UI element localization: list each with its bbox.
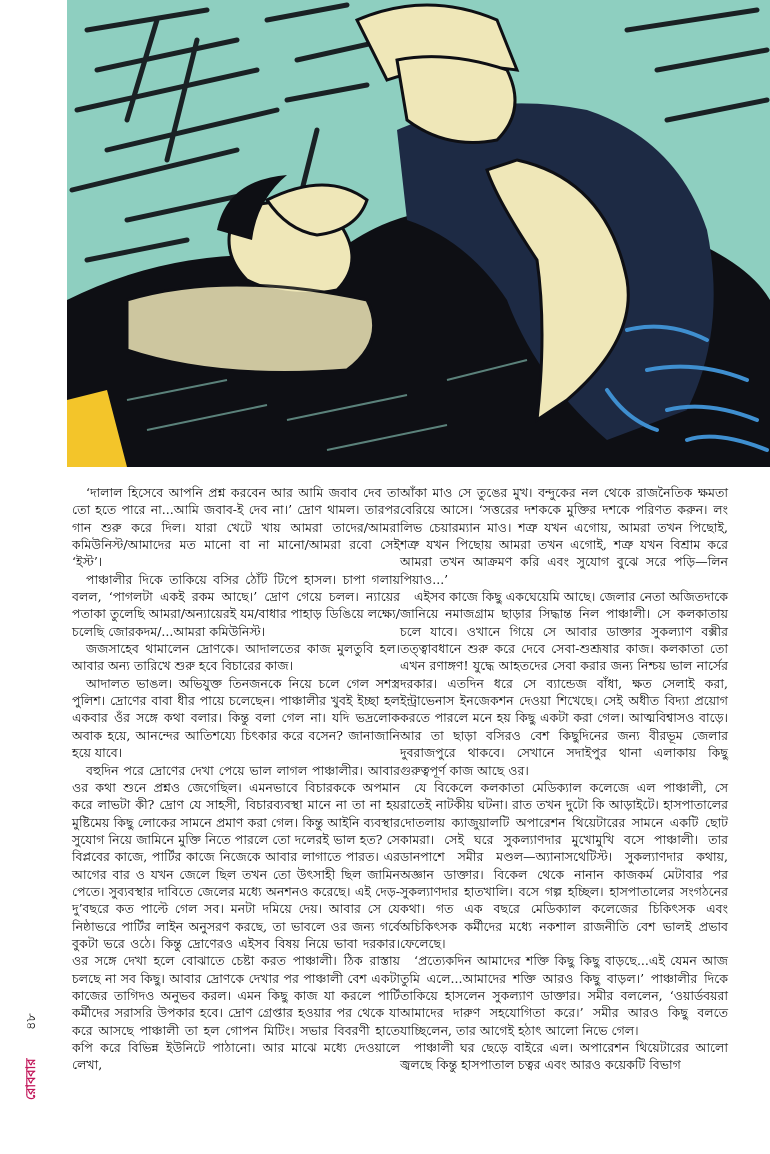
paragraph: ‘প্রত্যেকদিন আমাদের শক্তি কিছু কিছু বাড়ছে...এই যেমন আজ তুমি এলে...আমাদের শক্তি আরও কিছু বাড়ল।’ পাঞ্চালীর দিকে তাকিয়ে হাসলেন সুকল্যাণ ডাক্তার। সমীর বললেন, ‘ওয়ার্ডবয়রা আমাদের দারুণ সহযোগিতা করে।’ সমীর আরও কিছু বলতে যাচ্ছিলেন, তার আগেই হঠাৎ আলো নিভে গেল।	[400, 953, 728, 1038]
paragraph: এইসব কাজে কিছু একঘেয়েমি আছে। জেলার নেতা অজিতদাকে জানিয়ে নমাজগ্রাম ছাড়ার সিদ্ধান্ত নিল পাঞ্চালী। সে কলকাতায় চলে যাবে। ওখানে গিয়ে সে আবার ডাক্তার সুকল্যাণ বক্সীর তত্ত্বাবধানে শুরু করে দেবে সেবা-শুশ্রূষার কাজ। কলকাতা তো এখন রণাঙ্গণ! যুদ্ধে আহতদের সেবা করার জন্য নিশ্চয় ভাল নার্সের দরকার। এতদিন ধরে সে ব্যান্ডেজ বাঁধা, ক্ষত সেলাই করা, ইন্ট্রাভেনাস ইনজেকশন দেওয়া শিখেছে। সেই অধীত বিদ্যা প্রয়োগ করতে পারলে মনে হয় কিছু একটা করা গেল। আত্মবিশ্বাসও বাড়ে। আর তা ছাড়া বসিরও বেশ কিছুদিনের জন্য বীরভূম জেলার দুবরাজপুরে থাকবে। সেখানে সদাইপুর থানা এলাকায় কিছু গুরুত্বপূর্ণ কাজ আছে ওর।	[400, 589, 728, 778]
paragraph: জজসাহেব থামালেন দ্রোণকে। আদালতের কাজ মুলতুবি হল। আবার অন্য তারিখে শুরু হবে বিচারের কাজ।	[72, 641, 400, 674]
page-number: ৪৮	[24, 1013, 39, 1030]
text-column-left	[72, 484, 400, 1074]
illustration	[67, 0, 770, 467]
text-column-right	[400, 484, 728, 1074]
magazine-name: রোববার	[24, 1058, 39, 1100]
page-folio	[22, 1010, 42, 1100]
paragraph: যে বিকেলে কলকাতা মেডিক্যাল কলেজে এল পাঞ্চালী, সে রাতেই নাটকীয় ঘটনা। রাত তখন দুটো কি আড়াইটে। হাসপাতালের দোতলায় ক্যাজুয়ালটি অপারেশন থিয়েটারের সামনে একটি ছোট কামরা। সেই ঘরে সুকল্যাণদার মুখোমুখি বসে পাঞ্চালী। তার ডানপাশে সমীর মণ্ডল—অ্যানাসথেটিস্ট। সুকল্যাণদার কথায়, অজ্ঞান ডাক্তার। বিকেল থেকে নানান কাজকর্ম মেটাবার পর সুকল্যাণদার হাতখালি। বসে গল্প হচ্ছিল। হাসপাতালের সংগঠনের কথা। গত এক বছরে মেডিক্যাল কলেজের চিকিৎসক এবং অচিকিৎসক কর্মীদের মধ্যে নকশাল রাজনীতি বেশ ভালই প্রভাব ফেলেছে।	[400, 779, 728, 951]
woodcut-artwork	[67, 0, 770, 467]
paragraph: আদালত ভাঙল। অভিযুক্ত তিনজনকে নিয়ে চলে গেল সশস্ত্র পুলিশ। দ্রোণের বাবা ধীর পায়ে চলেছেন। পাঞ্চালীর খুবই ইচ্ছা হল একবার ওঁর সঙ্গে কথা বলার। কিন্তু বলা গেল না। যদি ভদ্রলোক অবাক হয়ে, আনন্দের আতিশয্যে চিৎকার করে বসেন? জানাজানি হয়ে যাবে।	[72, 675, 400, 761]
paragraph: পাঞ্চালী ঘর ছেড়ে বাইরে এল। অপারেশন থিয়েটারের আলো জ্বলছে কিন্তু হাসপাতাল চত্বর এবং আরও কয়েকটি বিভাগ	[400, 1040, 728, 1073]
paragraph: আঁকা মাও সে তুঙের মুখ। বন্দুকের নল থেকে রাজনৈতিক ক্ষমতা বেরিয়ে আসে। ‘সত্তরের দশককে মুক্তির দশকে পরিণত করুন। লং লিভ চেয়ারম্যান মাও। শত্রু যখন এগোয়, আমরা তখন পিছোই, শত্রু যখন পিছোয় আমরা তখন এগোই, শত্রু যখন বিশ্রাম করে আমরা তখন আক্রমণ করি এবং সুযোগ বুঝে সরে পড়ি—লিন পিয়াও...’	[400, 485, 728, 587]
paragraph: পাঞ্চালীর দিকে তাকিয়ে বসির ঠোঁট টিপে হাসল। চাপা গলায় বলল, ‘পাগলটা একই রকম আছে।’ দ্রোণ গেয়ে চলল। ন্যায়ের পতাকা তুলেছি আমরা/অন্যায়েরই যম/বাধার পাহাড় ডিঙিয়ে লক্ষ্যে/চলেছি জোরকদম/...আমরা কমিউনিস্ট।	[72, 571, 400, 639]
paragraph: বহুদিন পরে দ্রোণের দেখা পেয়ে ভাল লাগল পাঞ্চালীর। আবার ওর কথা শুনে প্রশ্নও জেগেছিল। এমনভাবে বিচারককে অপমান করে লাভটা কী? দ্রোণ যে সাহসী, বিচারব্যবস্থা মানে না তা না হয় মুষ্টিমেয় কিছু লোকের সামনে প্রমাণ করা গেল। কিন্তু আইনি ব্যবস্থার সুযোগ নিয়ে জামিনে মুক্তি নিতে পারলে তো দলেরই ভাল হত? সে বিপ্লবের কাজে, পার্টির কাজে নিজেকে আবার লাগাতে পারত। এর আগের বার ও যখন জেলে ছিল তখন তো উৎসাহী ছিল জামিন পেতে। সুব্যবস্থার দাবিতে জেলের মধ্যে অনশনও করেছে। এই দেড়-দু’বছরে কত পাল্টে গেল সব। মনটা দমিয়ে দেয়। আবার সে যে নিষ্ঠাভরে পার্টির লাইন অনুসরণ করছে, তা ভাবলে ওর জন্য গর্বে বুকটা ভরে ওঠে। কিন্তু দ্রোণেরও এইসব বিষয় নিয়ে ভাবা দরকার। ওর সঙ্গে দেখা হলে বোঝাতে চেষ্টা করত পাঞ্চালী। ঠিক রাস্তায় চলছে না সব কিছু। আবার দ্রোণকে দেখার পর পাঞ্চালী বেশ একটা কাজের তাগিদও অনুভব করল। এমন কিছু কাজ যা করলে পার্টি কর্মীদের সরাসরি উপকার হবে। দ্রোণ গ্রেপ্তার হওয়ার পর থেকে যা করে আসছে পাঞ্চালী তা হল গোপন মিটিং। সভার বিবরণী হাতে কপি করে বিভিন্ন ইউনিটে পাঠানো। আর মাঝে মধ্যে দেওয়ালে লেখা,	[72, 762, 400, 1073]
paragraph: ‘দালাল হিসেবে আপনি প্রশ্ন করবেন আর আমি জবাব দেব তা তো হতে পারে না...আমি জবাব-ই দেব না।’ দ্রোণ থামল। তারপর গান শুরু করে দিল। যারা খেটে খায় আমরা তাদের/আমরা কমিউনিস্ট/আমাদের মত মানো বা না মানো/আমরা রবো সেই ‘ইস্ট’।	[72, 485, 400, 570]
